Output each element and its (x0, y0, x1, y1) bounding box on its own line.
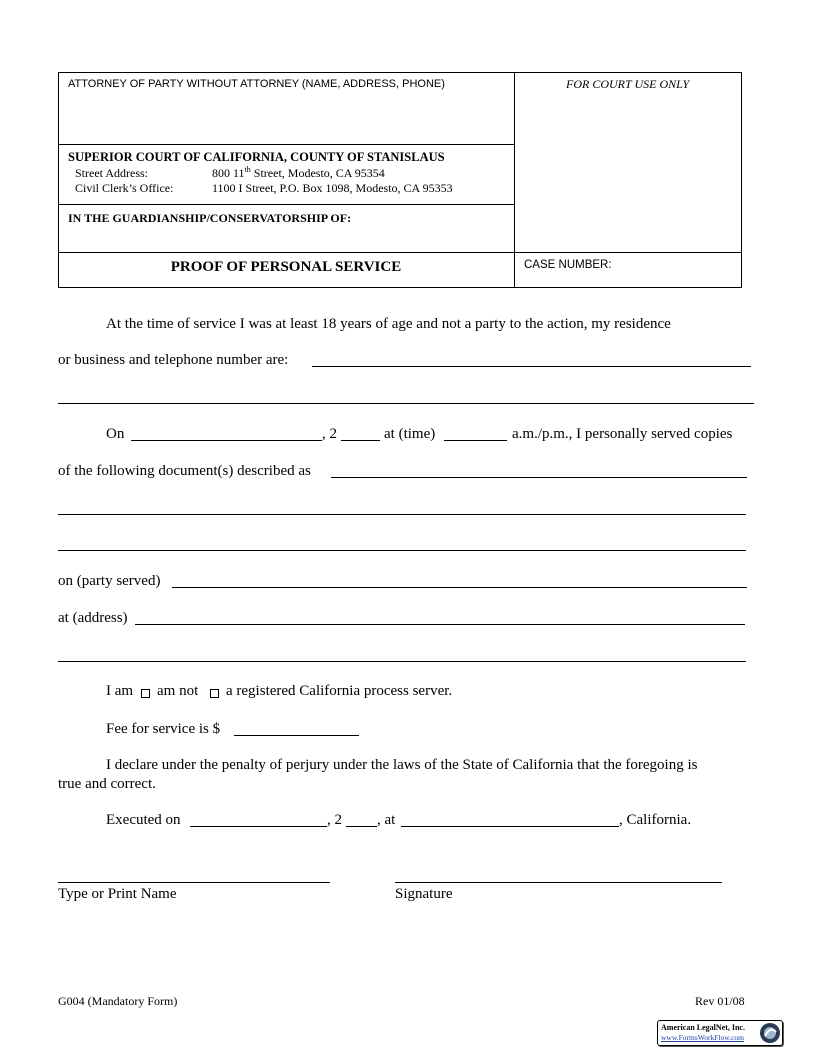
residence-line-1[interactable] (312, 366, 751, 367)
executed-date-line[interactable] (190, 826, 327, 827)
residence-line-2[interactable] (58, 403, 754, 404)
signature-label: Signature (395, 886, 453, 902)
street-value: 800 11th Street, Modesto, CA 95354 (212, 165, 385, 180)
p2-ampm: a.m./p.m., I personally served copies (512, 426, 733, 442)
executed-year-line[interactable] (346, 826, 377, 827)
exec-at: , at (377, 812, 396, 828)
documents-line-1[interactable] (331, 477, 747, 478)
address-line-1[interactable] (135, 624, 745, 625)
court-name: SUPERIOR COURT OF CALIFORNIA, COUNTY OF STANISLAUS (68, 150, 445, 164)
service-year-line[interactable] (341, 440, 380, 441)
fee-line[interactable] (234, 735, 359, 736)
executed-place-line[interactable] (401, 826, 619, 827)
amnot-label: am not (157, 683, 199, 699)
court-use-label: FOR COURT USE ONLY (566, 77, 690, 91)
print-name-line[interactable] (58, 882, 330, 883)
declare-line2: true and correct. (58, 776, 156, 792)
caption-box (58, 72, 742, 288)
logo-url: www.FormsWorkFlow.com (661, 1033, 745, 1042)
print-name-label: Type or Print Name (58, 886, 177, 902)
service-date-line[interactable] (131, 440, 322, 441)
clerk-label: Civil Clerk’s Office: (75, 181, 174, 195)
am-checkbox[interactable] (141, 689, 150, 698)
caption-divider-2 (58, 204, 514, 205)
attorney-label: ATTORNEY OF PARTY WITHOUT ATTORNEY (NAME, ADDRESS, PHONE) (68, 78, 445, 90)
am-not-checkbox[interactable] (210, 689, 219, 698)
form-id: G004 (Mandatory Form) (58, 994, 178, 1008)
fee-label: Fee for service is $ (106, 721, 221, 737)
globe-icon (759, 1022, 781, 1044)
executed-on-label: Executed on (106, 812, 181, 828)
exec-comma-two: , 2 (327, 812, 342, 828)
revision: Rev 01/08 (695, 994, 745, 1008)
street-label: Street Address: (75, 166, 148, 180)
party-served-label: on (party served) (58, 573, 161, 589)
party-served-line[interactable] (172, 587, 747, 588)
caption-divider-3 (58, 252, 742, 253)
p1-line2: or business and telephone number are: (58, 352, 289, 368)
clerk-value: 1100 I Street, P.O. Box 1098, Modesto, CA 95353 (212, 181, 453, 195)
address-label: at (address) (58, 610, 128, 626)
matter-label: IN THE GUARDIANSHIP/CONSERVATORSHIP OF: (68, 211, 352, 225)
address-line-2[interactable] (58, 661, 746, 662)
case-number-label: CASE NUMBER: (524, 259, 612, 271)
p2-at-time: at (time) (384, 426, 436, 442)
declare-line1: I declare under the penalty of perjury under the laws of the State of California that the foregoing is (106, 757, 698, 773)
legalnet-logo[interactable] (657, 1020, 783, 1046)
logo-company: American LegalNet, Inc. (661, 1023, 745, 1032)
registered-label: a registered California process server. (226, 683, 453, 699)
caption-divider-1 (58, 144, 514, 145)
documents-line-3[interactable] (58, 550, 746, 551)
form-title: PROOF OF PERSONAL SERVICE (170, 259, 402, 275)
documents-line-2[interactable] (58, 514, 746, 515)
service-time-line[interactable] (444, 440, 507, 441)
p1-line1: At the time of service I was at least 18 years of age and not a party to the action, my residence (106, 316, 671, 332)
iam-label: I am (106, 683, 134, 699)
exec-california: , California. (619, 812, 692, 828)
p2-line2: of the following document(s) described as (58, 463, 311, 479)
p2-comma-two: , 2 (322, 426, 337, 442)
caption-divider-vertical (514, 72, 515, 288)
p2-on: On (106, 426, 125, 442)
signature-line[interactable] (395, 882, 722, 883)
